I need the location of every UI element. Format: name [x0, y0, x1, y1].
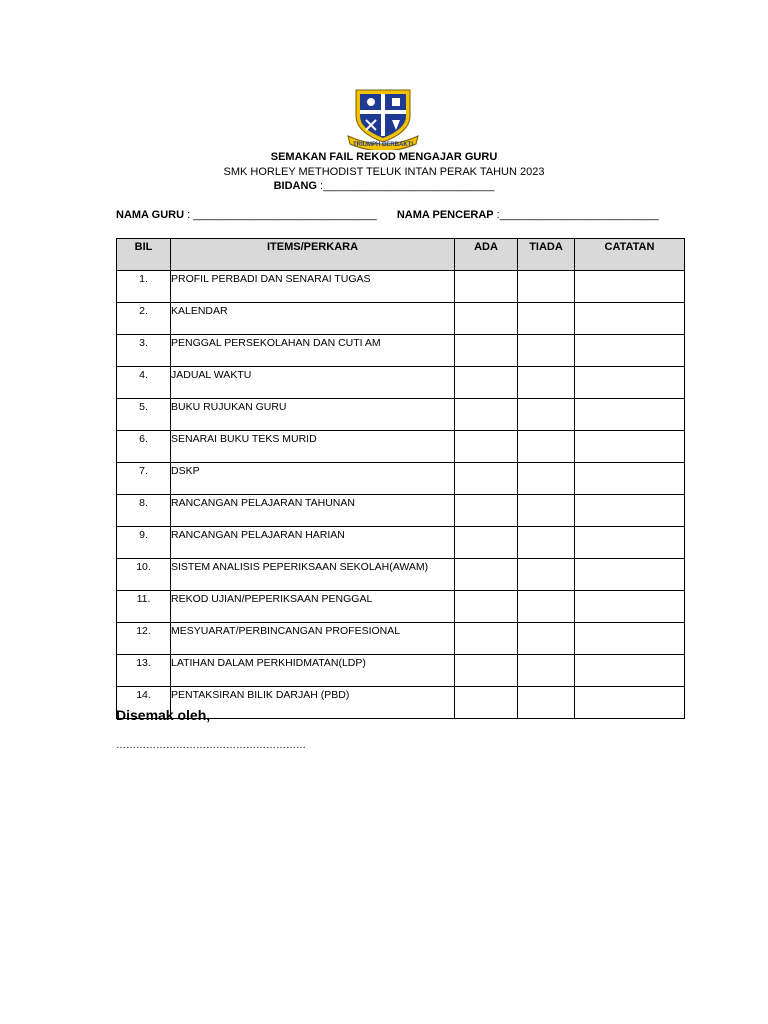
cell-tiada[interactable] — [518, 431, 575, 463]
nama-guru-value: : ______________________________ — [184, 209, 377, 221]
cell-ada[interactable] — [455, 623, 518, 655]
table-row — [117, 527, 685, 559]
nama-guru-label: NAMA GURU — [116, 209, 185, 221]
cell-ada[interactable] — [455, 463, 518, 495]
cell-bil: 2. — [117, 303, 171, 335]
checklist-table — [116, 238, 685, 719]
cell-ada[interactable] — [455, 335, 518, 367]
cell-catatan[interactable] — [575, 559, 685, 591]
cell-bil: 7. — [117, 463, 171, 495]
header-items: ITEMS/PERKARA — [171, 239, 455, 271]
cell-bil: 4. — [117, 367, 171, 399]
table-row — [117, 399, 685, 431]
table-row — [117, 303, 685, 335]
cell-catatan[interactable] — [575, 399, 685, 431]
cell-catatan[interactable] — [575, 271, 685, 303]
cell-bil: 5. — [117, 399, 171, 431]
signature-line[interactable]: ………………………………………………… — [116, 740, 306, 751]
table-row — [117, 591, 685, 623]
bidang-label: BIDANG — [273, 180, 317, 192]
cell-item: RANCANGAN PELAJARAN HARIAN — [171, 527, 455, 559]
header-ada: ADA — [455, 239, 518, 271]
table-row — [117, 623, 685, 655]
cell-tiada[interactable] — [518, 271, 575, 303]
cell-tiada[interactable] — [518, 335, 575, 367]
table-row — [117, 655, 685, 687]
cell-item: LATIHAN DALAM PERKHIDMATAN(LDP) — [171, 655, 455, 687]
name-fields-row — [116, 208, 659, 222]
school-name: SMK HORLEY METHODIST TELUK INTAN PERAK TAHUN 2023 — [223, 166, 545, 178]
cell-ada[interactable] — [455, 655, 518, 687]
cell-catatan[interactable] — [575, 367, 685, 399]
cell-bil: 6. — [117, 431, 171, 463]
cell-tiada[interactable] — [518, 527, 575, 559]
bidang-value: :____________________________ — [316, 180, 495, 192]
cell-item: SISTEM ANALISIS PEPERIKSAAN SEKOLAH(AWAM) — [171, 559, 455, 591]
table-row — [117, 495, 685, 527]
cell-ada[interactable] — [455, 495, 518, 527]
table-row — [117, 559, 685, 591]
nama-pencerap-label: NAMA PENCERAP — [396, 209, 494, 221]
table-row — [117, 431, 685, 463]
cell-bil: 9. — [117, 527, 171, 559]
cell-ada[interactable] — [455, 559, 518, 591]
cell-bil: 12. — [117, 623, 171, 655]
cell-item: MESYUARAT/PERBINCANGAN PROFESIONAL — [171, 623, 455, 655]
cell-item: PENTAKSIRAN BILIK DARJAH (PBD) — [171, 687, 455, 719]
header-bil: BIL — [117, 239, 171, 271]
cell-ada[interactable] — [455, 303, 518, 335]
cell-bil: 11. — [117, 591, 171, 623]
cell-tiada[interactable] — [518, 655, 575, 687]
cell-item: DSKP — [171, 463, 455, 495]
nama-pencerap-value: :__________________________ — [493, 209, 659, 221]
cell-catatan[interactable] — [575, 655, 685, 687]
cell-catatan[interactable] — [575, 591, 685, 623]
cell-bil: 10. — [117, 559, 171, 591]
cell-catatan[interactable] — [575, 527, 685, 559]
table-header-row — [117, 239, 685, 271]
crest-motto: TRIUMPH BERBAKTI — [353, 142, 413, 148]
cell-item: BUKU RUJUKAN GURU — [171, 399, 455, 431]
cell-bil: 8. — [117, 495, 171, 527]
cell-ada[interactable] — [455, 367, 518, 399]
school-crest-logo — [346, 86, 420, 150]
cell-ada[interactable] — [455, 399, 518, 431]
cell-catatan[interactable] — [575, 335, 685, 367]
table-row — [117, 271, 685, 303]
cell-tiada[interactable] — [518, 559, 575, 591]
cell-bil: 1. — [117, 271, 171, 303]
cell-catatan[interactable] — [575, 623, 685, 655]
cell-item: SENARAI BUKU TEKS MURID — [171, 431, 455, 463]
cell-catatan[interactable] — [575, 303, 685, 335]
cell-item: PENGGAL PERSEKOLAHAN DAN CUTI AM — [171, 335, 455, 367]
cell-tiada[interactable] — [518, 303, 575, 335]
cell-item: PROFIL PERBADI DAN SENARAI TUGAS — [171, 271, 455, 303]
cell-tiada[interactable] — [518, 463, 575, 495]
cell-catatan[interactable] — [575, 431, 685, 463]
cell-item: RANCANGAN PELAJARAN TAHUNAN — [171, 495, 455, 527]
cell-ada[interactable] — [455, 431, 518, 463]
cell-tiada[interactable] — [518, 591, 575, 623]
cell-ada[interactable] — [455, 271, 518, 303]
cell-catatan[interactable] — [575, 463, 685, 495]
document-title: SEMAKAN FAIL REKOD MENGAJAR GURU — [270, 151, 498, 163]
table-row — [117, 335, 685, 367]
cell-bil: 3. — [117, 335, 171, 367]
cell-catatan[interactable] — [575, 687, 685, 719]
signature-label: Disemak oleh, — [116, 707, 211, 723]
cell-tiada[interactable] — [518, 687, 575, 719]
header-tiada: TIADA — [518, 239, 575, 271]
cell-tiada[interactable] — [518, 399, 575, 431]
cell-item: REKOD UJIAN/PEPERIKSAAN PENGGAL — [171, 591, 455, 623]
cell-catatan[interactable] — [575, 495, 685, 527]
table-row — [117, 463, 685, 495]
cell-ada[interactable] — [455, 527, 518, 559]
cell-ada[interactable] — [455, 591, 518, 623]
nama-guru-field[interactable] — [116, 209, 377, 221]
cell-tiada[interactable] — [518, 495, 575, 527]
bidang-field[interactable] — [0, 179, 768, 193]
cell-tiada[interactable] — [518, 367, 575, 399]
cell-tiada[interactable] — [518, 623, 575, 655]
nama-pencerap-field[interactable] — [397, 209, 659, 221]
cell-bil: 14. — [117, 687, 171, 719]
cell-item: KALENDAR — [171, 303, 455, 335]
table-row — [117, 367, 685, 399]
header-catatan: CATATAN — [575, 239, 685, 271]
cell-bil: 13. — [117, 655, 171, 687]
cell-ada[interactable] — [455, 687, 518, 719]
cell-item: JADUAL WAKTU — [171, 367, 455, 399]
